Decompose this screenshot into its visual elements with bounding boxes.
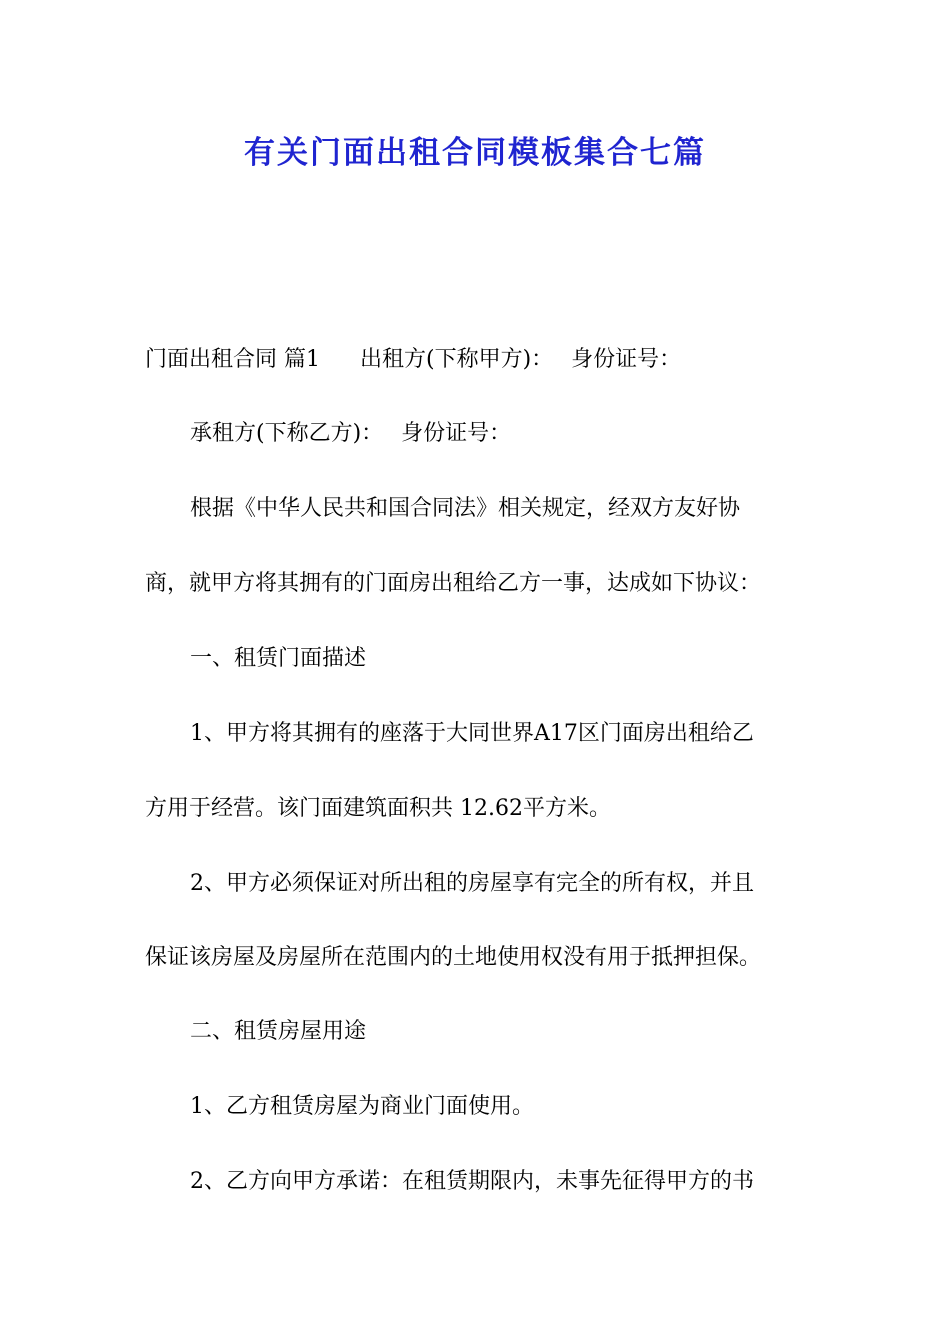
lessee-id-label: 身份证号：	[401, 421, 512, 446]
section-heading: 一、租赁门面描述	[190, 646, 367, 671]
paragraph-line: 根据《中华人民共和国合同法》相关规定，经双方友好协	[190, 496, 741, 521]
lessee-label: 承租方(下称乙方)：	[190, 421, 384, 446]
document-title: 有关门面出租合同模板集合七篇	[244, 135, 706, 171]
paragraph-line: 2、乙方向甲方承诺：在租赁期限内，未事先征得甲方的书	[190, 1169, 754, 1194]
contract-heading-label: 门面出租合同 篇1	[145, 347, 320, 372]
paragraph-line: 商，就甲方将其拥有的门面房出租给乙方一事，达成如下协议：	[145, 571, 762, 596]
paragraph-line: 1、乙方租赁房屋为商业门面使用。	[190, 1094, 534, 1119]
paragraph-line: 方用于经营。该门面建筑面积共 12.62平方米。	[145, 796, 611, 821]
paragraph-line: 1、甲方将其拥有的座落于大同世界A17区门面房出租给乙	[190, 721, 754, 746]
lessor-label: 出租方(下称甲方)：	[360, 347, 554, 372]
parties-line-lessor	[145, 340, 805, 380]
paragraph-line: 保证该房屋及房屋所在范围内的土地使用权没有用于抵押担保。	[145, 945, 762, 970]
lessor-id-label: 身份证号：	[571, 347, 682, 372]
section-heading: 二、租赁房屋用途	[190, 1019, 367, 1044]
parties-line-lessee	[190, 414, 850, 454]
paragraph-line: 2、甲方必须保证对所出租的房屋享有完全的所有权，并且	[190, 871, 754, 896]
